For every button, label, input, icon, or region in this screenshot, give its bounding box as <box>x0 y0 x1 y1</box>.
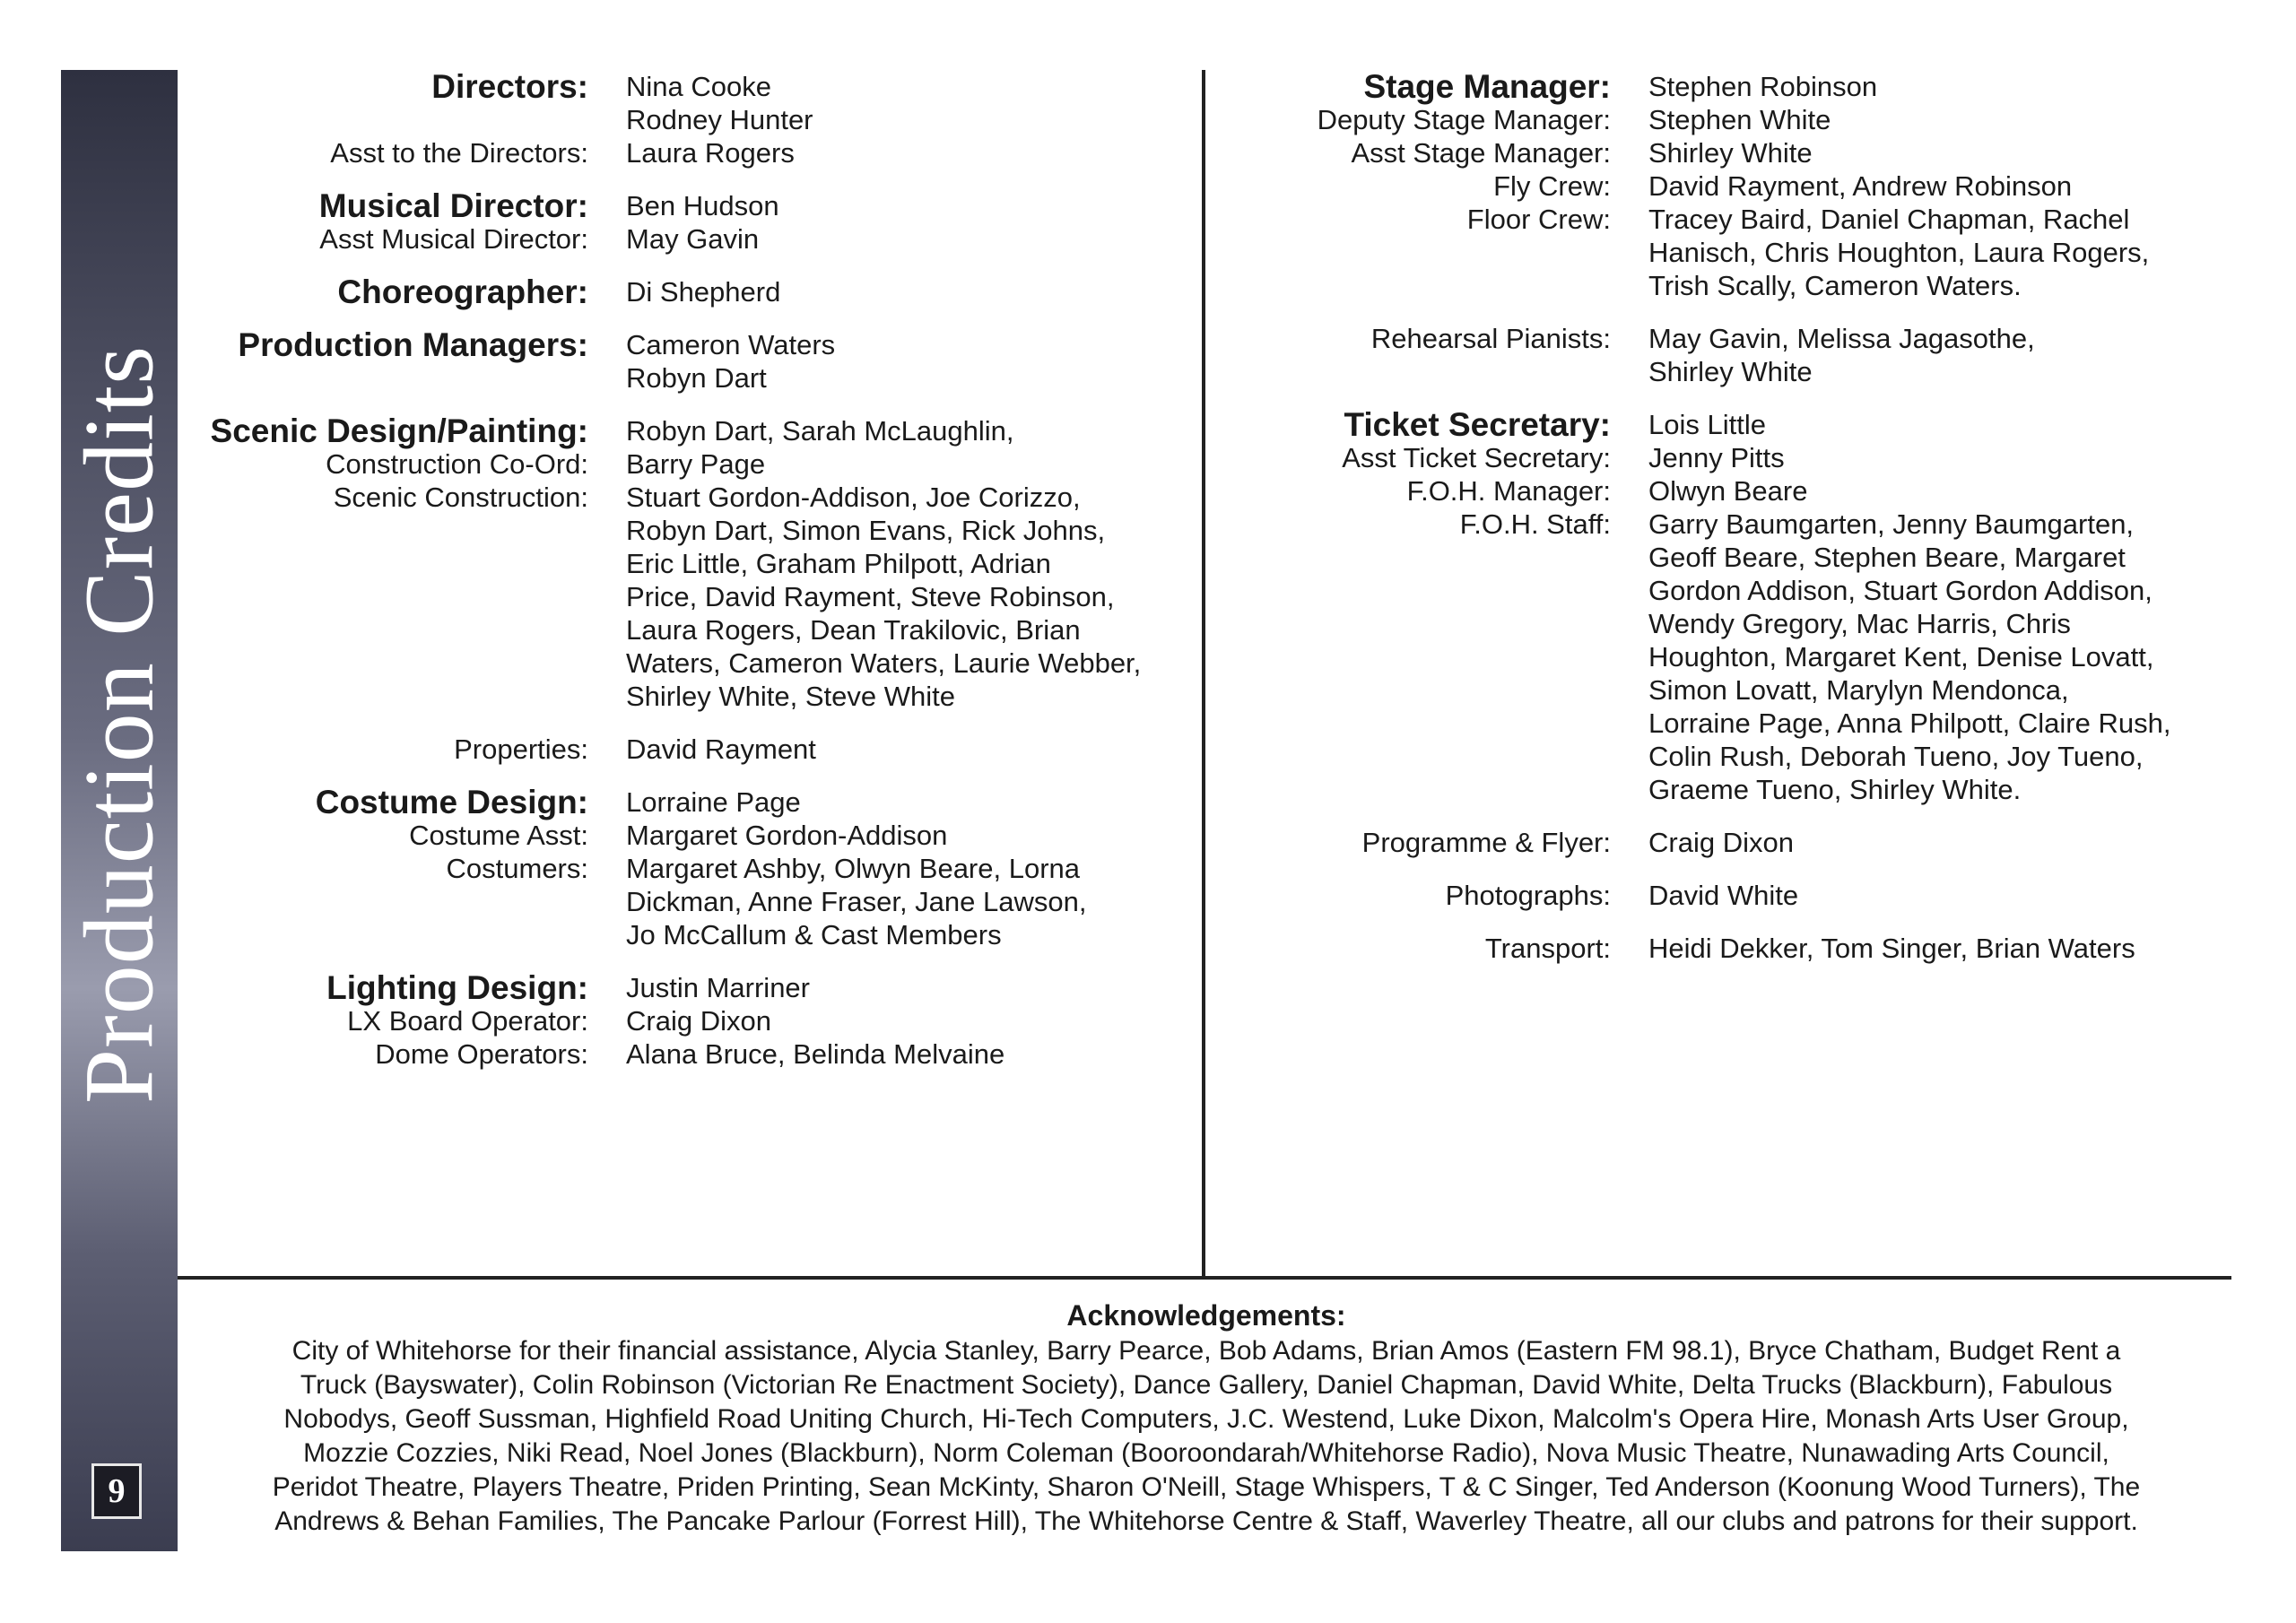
credit-name-line: May Gavin, Melissa Jagasothe, <box>1648 323 2035 354</box>
role-labels <box>1220 932 1611 965</box>
role-heading: Scenic Design/Painting: <box>210 412 588 449</box>
credit-name-line: Garry Baumgarten, Jenny Baumgarten, <box>1648 508 2135 540</box>
role-label: Rehearsal Pianists: <box>1370 323 1611 354</box>
credit-name-line: Barry Page <box>626 448 766 480</box>
credit-names <box>626 189 1182 256</box>
page-title: Production Credits <box>64 344 174 1105</box>
credit-name-line: Waters, Cameron Waters, Laurie Webber, <box>626 647 1142 679</box>
credits-right-column <box>1220 70 2260 965</box>
credit-name-line: Stuart Gordon-Addison, Joe Corizzo, <box>626 482 1081 513</box>
credit-section <box>1220 70 2260 302</box>
credit-section <box>179 414 1184 713</box>
column-divider <box>1202 70 1205 1276</box>
acknowledgement-line: Nobodys, Geoff Sussman, Highfield Road Uniting Church, Hi-Tech Computers, J.C. Westend, Luke Dixon, Malcolm's Opera Hire, Monash Arts User Group, <box>283 1404 2129 1434</box>
credit-names <box>1648 322 2240 388</box>
sidebar-banner <box>61 70 178 1551</box>
credit-name-line: Stephen Robinson <box>1648 71 1878 102</box>
credit-name-line: Olwyn Beare <box>1648 475 1808 507</box>
credit-name-line: Simon Lovatt, Marylyn Mendonca, <box>1648 674 2069 706</box>
role-labels <box>179 328 588 395</box>
credit-names <box>626 70 1182 169</box>
role-label: Fly Crew: <box>1493 170 1611 202</box>
role-heading: Ticket Secretary: <box>1344 406 1611 443</box>
section-divider <box>178 1276 2231 1280</box>
credit-names <box>1648 932 2240 965</box>
role-labels <box>1220 826 1611 859</box>
role-label: Costume Asst: <box>409 820 588 851</box>
acknowledgement-line: Andrews & Behan Families, The Pancake Parlour (Forrest Hill), The Whitehorse Centre & Staff, Waverley Theatre, all our clubs and patrons for their support. <box>274 1506 2138 1536</box>
credit-name-line: Wendy Gregory, Mac Harris, Chris <box>1648 608 2071 639</box>
credit-name-line: Houghton, Margaret Kent, Denise Lovatt, <box>1648 641 2154 673</box>
credit-name-line: Lorraine Page, Anna Philpott, Claire Rush, <box>1648 707 2171 739</box>
role-label: Asst Ticket Secretary: <box>1342 442 1611 473</box>
credit-names <box>626 414 1182 713</box>
role-heading: Musical Director: <box>318 187 588 224</box>
credit-names <box>626 275 1182 308</box>
credit-name-line: Graeme Tueno, Shirley White. <box>1648 774 2022 805</box>
credit-name-line: Eric Little, Graham Philpott, Adrian <box>626 548 1051 579</box>
role-labels <box>179 733 588 766</box>
credit-name-line: Shirley White <box>1648 356 1813 387</box>
credit-names <box>1648 70 2240 302</box>
credit-name-line: Ben Hudson <box>626 190 779 221</box>
credit-name-line: David Rayment, Andrew Robinson <box>1648 170 2073 202</box>
credit-name-line: Nina Cooke <box>626 71 771 102</box>
credit-name-line: Tracey Baird, Daniel Chapman, Rachel <box>1648 204 2130 235</box>
credit-name-line: Gordon Addison, Stuart Gordon Addison, <box>1648 575 2152 606</box>
role-labels <box>179 189 588 256</box>
credit-name-line: Robyn Dart, Sarah McLaughlin, <box>626 415 1014 447</box>
role-heading: Costume Design: <box>315 784 588 820</box>
credit-section <box>179 328 1184 395</box>
credit-section <box>179 733 1184 766</box>
credit-section <box>179 70 1184 169</box>
role-labels <box>179 785 588 951</box>
credit-name-line: Laura Rogers, Dean Trakilovic, Brian <box>626 614 1081 646</box>
credit-name-line: Margaret Ashby, Olwyn Beare, Lorna <box>626 853 1081 884</box>
credit-name-line: Trish Scally, Cameron Waters. <box>1648 270 2022 301</box>
credit-name-line: Cameron Waters <box>626 329 836 360</box>
credit-name-line: Geoff Beare, Stephen Beare, Margaret <box>1648 542 2126 573</box>
role-labels <box>1220 70 1611 302</box>
acknowledgement-line: Peridot Theatre, Players Theatre, Priden Printing, Sean McKinty, Sharon O'Neill, Stage Whispers, T & C Singer, Ted Anderson (Koonung Wood Turners), The <box>272 1472 2141 1502</box>
role-labels <box>1220 879 1611 912</box>
credit-name-line: Lois Little <box>1648 409 1766 440</box>
credit-name-line: Colin Rush, Deborah Tueno, Joy Tueno, <box>1648 741 2144 772</box>
acknowledgements <box>179 1298 2233 1539</box>
role-labels <box>179 275 588 308</box>
credit-name-line: Dickman, Anne Fraser, Jane Lawson, <box>626 886 1087 917</box>
credit-name-line: Price, David Rayment, Steve Robinson, <box>626 581 1115 612</box>
credit-name-line: Lorraine Page <box>626 786 801 818</box>
credit-name-line: Shirley White, Steve White <box>626 681 955 712</box>
role-labels <box>1220 322 1611 388</box>
credit-names <box>1648 826 2240 859</box>
role-label: Programme & Flyer: <box>1361 827 1611 858</box>
role-heading: Production Managers: <box>238 326 588 363</box>
credit-section <box>1220 408 2260 806</box>
role-label: F.O.H. Manager: <box>1406 475 1611 507</box>
role-heading: Choreographer: <box>337 273 588 310</box>
role-label: Construction Co-Ord: <box>326 448 588 480</box>
role-label: Asst Musical Director: <box>319 223 588 255</box>
credits-left-column <box>179 70 1184 1071</box>
credit-name-line: Craig Dixon <box>626 1005 771 1037</box>
credit-section <box>1220 879 2260 912</box>
role-heading: Directors: <box>431 68 588 105</box>
credit-section <box>1220 932 2260 965</box>
role-label: Deputy Stage Manager: <box>1317 104 1611 135</box>
role-label: Photographs: <box>1445 880 1611 911</box>
credit-names <box>626 733 1182 766</box>
credit-name-line: Robyn Dart <box>626 362 767 394</box>
credit-name-line: Di Shepherd <box>626 276 781 308</box>
role-labels <box>1220 408 1611 806</box>
credit-section <box>179 189 1184 256</box>
acknowledgement-line: City of Whitehorse for their financial assistance, Alycia Stanley, Barry Pearce, Bob Adams, Brian Amos (Eastern FM 98.1), Bryce Chatham, Budget Rent a <box>291 1336 2121 1366</box>
credit-name-line: Shirley White <box>1648 137 1813 169</box>
role-label: F.O.H. Staff: <box>1459 508 1611 540</box>
credit-name-line: Alana Bruce, Belinda Melvaine <box>626 1038 1005 1070</box>
role-heading: Stage Manager: <box>1363 68 1611 105</box>
credit-name-line: Rodney Hunter <box>626 104 813 135</box>
credit-name-line: Heidi Dekker, Tom Singer, Brian Waters <box>1648 933 2135 964</box>
credit-name-line: Margaret Gordon-Addison <box>626 820 948 851</box>
credit-name-line: Stephen White <box>1648 104 1831 135</box>
credit-name-line: David Rayment <box>626 733 816 765</box>
credit-names <box>626 328 1182 395</box>
role-labels <box>179 971 588 1071</box>
credit-section <box>179 785 1184 951</box>
role-label <box>179 103 588 136</box>
page-number: 9 <box>91 1463 142 1519</box>
credit-name-line: Laura Rogers <box>626 137 795 169</box>
credit-name-line: Robyn Dart, Simon Evans, Rick Johns, <box>626 515 1106 546</box>
role-label: Asst Stage Manager: <box>1351 137 1611 169</box>
role-label: Dome Operators: <box>375 1038 588 1070</box>
role-label: Costumers: <box>446 853 588 884</box>
credit-names <box>626 785 1182 951</box>
role-labels <box>179 414 588 713</box>
acknowledgement-line: Mozzie Cozzies, Niki Read, Noel Jones (Blackburn), Norm Coleman (Booroondarah/Whitehorse Radio), Nova Music Theatre, Nunawading Arts Council, <box>303 1438 2109 1468</box>
credit-section <box>179 971 1184 1071</box>
credit-name-line: David White <box>1648 880 1799 911</box>
credit-names <box>1648 408 2240 806</box>
credit-name-line: Jenny Pitts <box>1648 442 1785 473</box>
credit-name-line: May Gavin <box>626 223 760 255</box>
credit-name-line: Hanisch, Chris Houghton, Laura Rogers, <box>1648 237 2150 268</box>
credit-section <box>179 275 1184 308</box>
role-labels <box>179 70 588 169</box>
role-heading: Lighting Design: <box>326 969 588 1006</box>
role-label: Transport: <box>1484 933 1611 964</box>
role-label: LX Board Operator: <box>347 1005 588 1037</box>
credit-name-line: Justin Marriner <box>626 972 810 1003</box>
credit-section <box>1220 826 2260 859</box>
acknowledgements-text <box>179 1334 2233 1539</box>
role-label: Scenic Construction: <box>333 482 588 513</box>
credit-names <box>626 971 1182 1071</box>
acknowledgement-line: Truck (Bayswater), Colin Robinson (Victorian Re Enactment Society), Dance Gallery, Daniel Chapman, David White, Delta Trucks (Blackburn), Fabulous <box>300 1370 2113 1400</box>
credit-section <box>1220 322 2260 388</box>
role-label: Properties: <box>454 733 588 765</box>
role-label: Floor Crew: <box>1466 204 1611 235</box>
role-label: Asst to the Directors: <box>330 137 588 169</box>
credit-name-line: Jo McCallum & Cast Members <box>626 919 1002 950</box>
credit-name-line: Craig Dixon <box>1648 827 1794 858</box>
credit-names <box>1648 879 2240 912</box>
acknowledgements-title: Acknowledgements: <box>1066 1299 1346 1332</box>
